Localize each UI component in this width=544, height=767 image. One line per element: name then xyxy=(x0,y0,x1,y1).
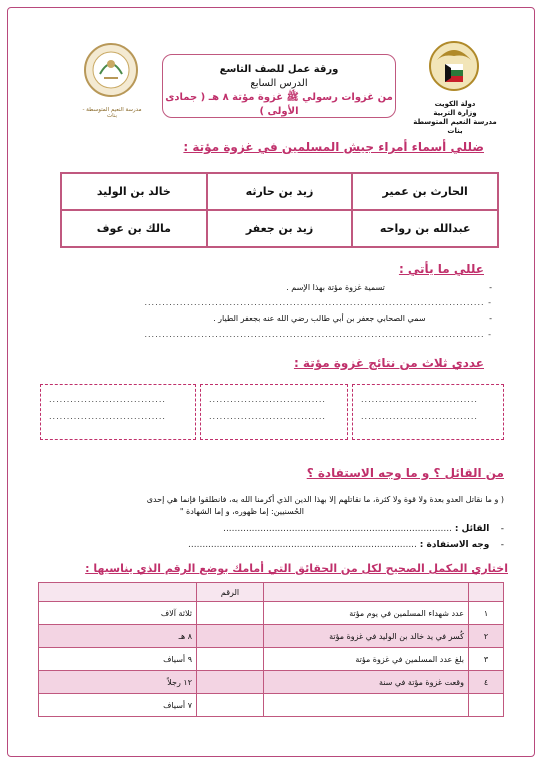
answer-cell[interactable] xyxy=(197,694,264,717)
left-logo-caption: مدرسة النعيم المتوسطة - بنات xyxy=(82,107,142,119)
speaker-label: القائل : xyxy=(454,524,490,534)
table-row xyxy=(39,648,504,671)
section4-heading: من القائل ؟ و ما وجه الاستفادة ؟ xyxy=(306,466,504,480)
table-header-row xyxy=(39,583,504,602)
reason-item-1: - تسمية غزوة مؤتة بهذا الإسم . xyxy=(286,283,492,292)
row-number: ١ xyxy=(469,602,504,625)
name-option[interactable]: خالد بن الوليد xyxy=(61,173,207,210)
quote-line-1: ( و ما نقاتل العدو بعدة ولا قوة ولا كثرة، ما نقاتلهم إلا بهذا الدين الذي أكرمنا الله به، فانطلقوا فإنما هي إحدى xyxy=(146,495,504,504)
fact-text xyxy=(264,694,469,717)
row-number xyxy=(469,694,504,717)
name-option[interactable]: عبدالله بن رواحه xyxy=(352,210,498,247)
table-row xyxy=(39,602,504,625)
section1-heading: ضللي أسماء أمراء جيش المسلمين في غزوة مؤتة : xyxy=(183,140,484,154)
title-line-2: الدرس السابع xyxy=(250,78,308,89)
section2-heading: عللي ما يأتي : xyxy=(398,262,484,276)
answer-cell[interactable] xyxy=(197,648,264,671)
fact-text: عدد شهداء المسلمين في يوم مؤتة xyxy=(264,602,469,625)
answer-line[interactable]: - ................................................................................................ xyxy=(144,298,492,307)
reason-text-2: سمي الصحابي جعفر بن أبي طالب رضي الله عنه بجعفر الطيار . xyxy=(213,314,426,323)
answer-header: الرقم xyxy=(197,583,264,602)
table-row xyxy=(39,625,504,648)
benefit-label: وجه الاستفادة : xyxy=(419,540,490,550)
section5-heading: اختاري المكمل الصحيح لكل من الحقائق التي أمامك بوضع الرقم الذي يناسبها : xyxy=(85,562,508,575)
title-line-3: من غزوات رسولي ﷺ غزوة مؤتة ٨ هـ ( جمادى الأولى ) xyxy=(165,92,393,117)
answer-line[interactable]: - ................................................................................................ xyxy=(144,330,492,339)
option-text: ثلاثة آلاف xyxy=(39,602,197,625)
title-line-1: ورقة عمل للصف التاسع xyxy=(219,64,339,75)
speaker-line[interactable]: - القائل : ................................................................................ xyxy=(223,524,504,534)
row-number: ٣ xyxy=(469,648,504,671)
answer-cell[interactable] xyxy=(197,602,264,625)
school-line-2: وزارة التربية xyxy=(433,109,477,117)
reason-text-1: تسمية غزوة مؤتة بهذا الإسم . xyxy=(286,283,385,292)
school-info xyxy=(410,100,500,136)
worksheet-title-box xyxy=(162,54,396,118)
answer-cell[interactable] xyxy=(197,671,264,694)
name-option[interactable]: زيد بن جعفر xyxy=(207,210,353,247)
name-option[interactable]: مالك بن عوف xyxy=(61,210,207,247)
school-logo xyxy=(80,40,142,108)
result-box[interactable]: ................................. ................................. xyxy=(40,384,196,440)
names-grid xyxy=(60,172,499,248)
table-row xyxy=(39,694,504,717)
option-text: ١٢ رجلاً xyxy=(39,671,197,694)
matching-table xyxy=(38,582,504,717)
school-line-3: مدرسة النعيم المتوسطة بنات xyxy=(413,118,497,135)
quote-line-2: الحُسنيين: إما ظهوره، و إما الشهادة " xyxy=(179,507,304,516)
kuwait-emblem xyxy=(425,38,483,98)
reason-item-2: - سمي الصحابي جعفر بن أبي طالب رضي الله عنه بجعفر الطيار . xyxy=(213,314,492,323)
fact-text: بلغ عدد المسلمين في غزوة مؤتة xyxy=(264,648,469,671)
row-number: ٢ xyxy=(469,625,504,648)
result-box[interactable]: ................................. ................................. xyxy=(200,384,348,440)
option-text: ٧ أسياف xyxy=(39,694,197,717)
benefit-line[interactable]: - وجه الاستفادة : ................................................................................ xyxy=(188,540,504,550)
name-option[interactable]: الحارث بن عمير xyxy=(352,173,498,210)
section3-heading: عددي ثلاث من نتائج غزوة مؤتة : xyxy=(293,356,484,370)
row-number: ٤ xyxy=(469,671,504,694)
name-option[interactable]: زيد بن حارثه xyxy=(207,173,353,210)
result-box[interactable]: ................................. ................................. xyxy=(352,384,504,440)
fact-text: وقعت غزوة مؤتة في سنة xyxy=(264,671,469,694)
answer-cell[interactable] xyxy=(197,625,264,648)
table-row xyxy=(39,671,504,694)
quote xyxy=(40,494,504,518)
fact-text: كُسر في يد خالد بن الوليد في غزوة مؤتة xyxy=(264,625,469,648)
option-text: ٨ هـ xyxy=(39,625,197,648)
school-line-1: دولة الكويت xyxy=(434,100,476,108)
option-text: ٩ أسياف xyxy=(39,648,197,671)
